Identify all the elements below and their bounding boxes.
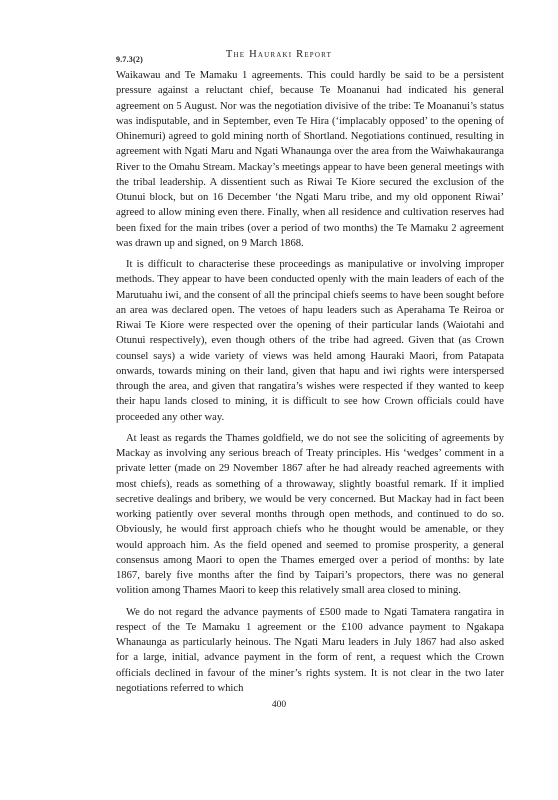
paragraph: At least as regards the Thames goldfield, we do not see the soliciting of agreements by Mackay as involving any serious breach of Treaty principles. His ‘wedges’ comment in a private letter (made on 29 November 1867 after he had already reached agreements with most chiefs), reads as something of a throwaway, slightly boastful remark. If it implied secretive dealings and bribery, we would be very concerned. But Mackay had in fact been working patiently over several months through open methods, and continued to do so. Obviously, he would first approach chiefs who he thought would be amenable, or they would approach him. As the field opened and seemed to promise prosperity, a general consensus among Maori to open the Thames emerged over a period of months: by late 1867, barely five months after the find by Taipari’s propectors, there was no general volition among Thames Maori to keep this relatively small area closed to mining.	[116, 432, 504, 597]
running-header-title: The Hauraki Report	[225, 49, 333, 60]
paragraph: It is difficult to characterise these proceedings as manipulative or involving improper methods. They appear to have been conducted openly with the main leaders of each of the Marutuahu iwi, and the consent of all the principal chiefs seems to have been sought before an area was declared open. The vetoes of hapu leaders such as Aperahama Te Reiroa or Riwai Te Kiore were respected over the opening of their particular lands (Waiotahi and Otunui respectively), even though others of the tribe had agreed. Given that (as Crown counsel says) a wide variety of views was held among Hauraki Maori, from Patapata onwards, towards mining on their land, given that hapu and iwi rights were interspersed through the area, and given that rangatira’s wishes were respected if they wanted to keep their hapu lands closed to mining, it is difficult to see how Crown officials could have proceeded any other way.	[116, 259, 504, 423]
paragraph: We do not regard the advance payments of £500 made to Ngati Tamatera rangatira in respect of the Te Mamaku 1 agreement or the £100 advance payment to Ngakapa Whanaunga as particularly heinous. The Ngati Maru leaders in July 1867 had also asked for a large, initial, advance payment in the form of rent, a request which the Crown officials declined in favour of the miner’s rights system. It is not clear in the two later negotiations referred to which	[116, 606, 504, 694]
page-number: 400	[271, 700, 287, 710]
paragraph: Waikawau and Te Mamaku 1 agreements. This could hardly be said to be a persistent pressure against a reluctant chief, because Te Moananui had indicated his general agreement on 5 August. Nor was the negotiation divisive of the tribe: Te Moananui’s status was indisputable, and in September, even Te Hira (‘implacably opposed’ to the opening of Ohinemuri) agreed to gold mining north of Shortland. Negotiations continued, resulting in agreement with Ngati Maru and Ngati Whanaunga over the area from the Waiwhakauranga River to the Omahu Stream. Mackay’s meetings appear to have been general meetings with the tribal leadership. A dissentient such as Riwai Te Kiore secured the exclusion of the Otunui block, but on 16 December ‘the Ngati Maru tribe, and my old opponent Riwai’ agreed to allow mining even there. Finally, when all residence and cultivation reserves had been fixed for the main tribes (over a period of two months) the Te Mamaku 2 agreement was drawn up and signed, on 9 March 1868.	[116, 70, 504, 249]
body-text	[116, 68, 504, 702]
section-reference: 9.7.3(2)	[116, 55, 143, 64]
